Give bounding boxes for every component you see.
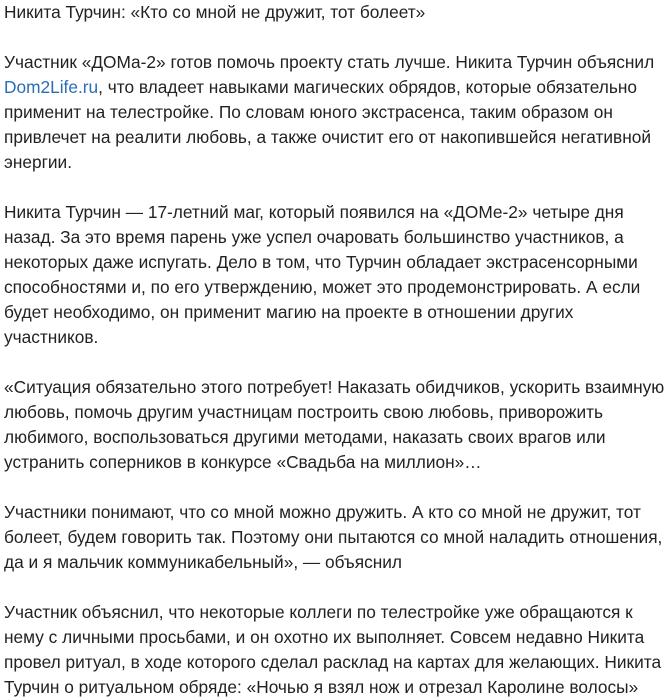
spacer xyxy=(4,175,666,200)
paragraph-intro xyxy=(4,50,666,175)
spacer xyxy=(4,25,666,50)
article-title: Никита Турчин: «Кто со мной не дружит, тот болеет» xyxy=(4,2,426,22)
paragraph-ritual: Участник объяснил, что некоторые коллеги по телестройке уже обращаются к нему с личными просьбами, и он охотно их выполняет. Совсем недавно Никита провел ритуал, в ходе которого сделал расклад на картах для желающих. Никита Турчин о ритуальном обряде: «Ночью я взял нож и отрезал Каролине волосы» xyxy=(4,602,662,697)
paragraph-intro-text-before: Участник «ДОМа-2» готов помочь проекту стать лучше. Никита Турчин объяснил xyxy=(4,52,655,72)
paragraph-quote-1: «Ситуация обязательно этого потребует! Наказать обидчиков, ускорить взаимную любовь, помочь другим участницам построить свою любовь, приворожить любимого, воспользоваться другими методами, наказать своих врагов или устранить соперников в конкурсе «Свадьба на миллион»… xyxy=(4,377,665,472)
paragraph-background: Никита Турчин — 17-летний маг, который появился на «ДОМе-2» четыре дня назад. За это время парень уже успел очаровать большинство участников, а некоторых даже испугать. Дело в том, что Турчин обладает экстрасенсорными способностями и, по его утверждению, может это продемонстрировать. А если будет необходимо, он применит магию на проекте в отношении других участников. xyxy=(4,202,641,347)
spacer xyxy=(4,350,666,375)
spacer xyxy=(4,575,666,600)
source-link[interactable]: Dom2Life.ru xyxy=(4,77,99,97)
spacer xyxy=(4,475,666,500)
article xyxy=(4,0,666,700)
paragraph-intro-text-after: , что владеет навыками магических обрядов, которые обязательно применит на телестройке. По словам юного экстрасенса, таким образом он привлечет на реалити любовь, а также очистит его от накопившейся негативной энергии. xyxy=(4,77,652,172)
paragraph-quote-2: Участники понимают, что со мной можно дружить. А кто со мной не дружит, тот болеет, будем говорить так. Поэтому они пытаются со мной наладить отношения, да и я мальчик коммуникабельный», — объяснил xyxy=(4,502,663,572)
